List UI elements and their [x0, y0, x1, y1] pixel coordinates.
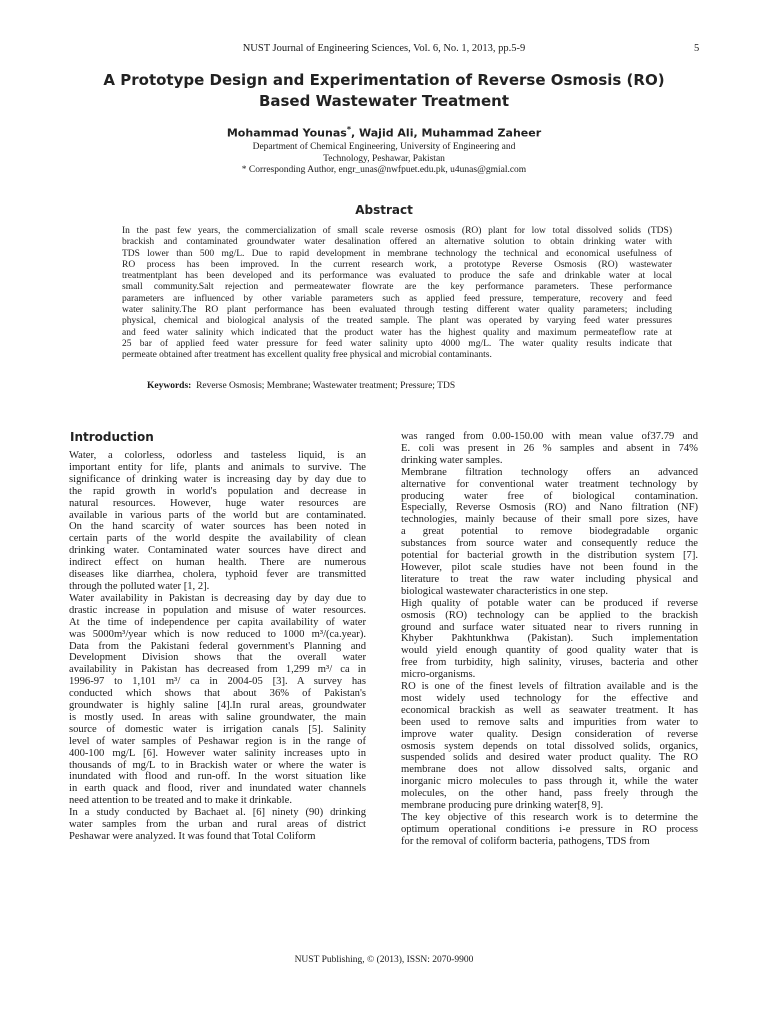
text-line: biological wastewater characteristics in one step. [401, 585, 609, 597]
text-line: important entity for life, plants and animals to survive. The [69, 461, 366, 473]
text-line: treatmentplant has been developed and its performance was evaluated to produce the safe and drinkable water at local [122, 271, 672, 282]
text-line: the rapid growth in world's population and decrease in [69, 485, 366, 497]
text-line: RO process has been improved. In the current research work, a prototype Reverse Osmosis (RO) wastewater [122, 259, 672, 270]
text-line: inorganic micro molecules to pass through it, while the water [401, 776, 698, 788]
text-line: permeate obtained after treatment has excellent quality free physical and microbial contaminants. [122, 350, 492, 361]
keywords-label: Keywords: [147, 381, 192, 391]
text-line: conducted which shows that about 36% of Pakistan's [69, 688, 366, 700]
text-line: would yield enough quantity of good quality water that is [401, 645, 698, 657]
page-number: 5 [694, 43, 700, 54]
text-line: Especially, Reverse Osmosis (RO) and Nano filtration (NF) [401, 502, 698, 514]
left-column [69, 450, 366, 843]
title-line: Based Wastewater Treatment [258, 92, 510, 110]
text-line: available in various parts of the world but are contaminated. [69, 509, 366, 521]
text-line: micro-organisms. [401, 669, 476, 681]
text-line: literature to treat the raw water including physical and [401, 573, 698, 585]
text-line: improve water quality. Design consideration of reverse [401, 728, 698, 740]
text-line: E. coli was present in 26 % samples and absent in 74% [401, 442, 698, 454]
text-line: In the past few years, the commercialization of small scale reverse osmosis (RO) plant for low total dissolved solids (TDS) [122, 226, 672, 236]
title-line: A Prototype Design and Experimentation of Reverse Osmosis (RO) [103, 71, 665, 89]
text-line: diseases like diarrhea, cholera, typhoid fever are transmitted [69, 569, 366, 581]
text-line: High quality of potable water can be produced if reverse [401, 597, 698, 609]
text-line: certain parts of the world despite the availability of clean [69, 533, 366, 545]
text-line: in earth quack and flood, river and inundated water channels [69, 783, 366, 795]
keywords-list: Reverse Osmosis; Membrane; Wastewater treatment; Pressure; TDS [196, 381, 456, 391]
text-line: RO is one of the finest levels of filtration available and is the [401, 681, 698, 693]
text-line: membrane does not allow dissolved salts, organic and [401, 764, 698, 776]
text-line: economical brackish as well as seawater treatment. It has [401, 704, 698, 716]
text-line: a great potential to remove biodegradable organic [401, 526, 698, 538]
text-line: TDS lower than 500 mg/L. Due to rapid development in membrane technology the technical and economical usefulness of [122, 248, 672, 259]
text-line: source of domestic water is irrigation canals [5]. Salinity [69, 723, 366, 735]
text-line: Data from the Pakistani federal government's Planning and [69, 640, 366, 652]
text-line: drinking water samples. [401, 454, 503, 466]
text-line: potential for bacterial growth in the distribution system [7]. [401, 550, 698, 562]
author-name: Mohammad Younas [226, 126, 347, 140]
text-line: 25 bar of applied feed water pressure for feed water salinity upto 4000 mg/L. The water quality results indicate that [122, 338, 672, 349]
text-line: is mostly used. In areas with saline groundwater, the main [69, 711, 366, 723]
text-line: need attention to be treated and to make it drinkable. [69, 795, 292, 807]
text-line: significance of drinking water is increasing day by day due to [69, 473, 366, 485]
paper-title [100, 70, 668, 112]
text-line: inundated with flood and run-off. In the worst situation like [69, 771, 366, 783]
corresponding-author-line: * Corresponding Author, engr_unas@nwfpuet.edu.pk, u4unas@gmial.com [241, 165, 527, 176]
text-line: Membrane filtration technology offers an advanced [401, 466, 698, 478]
text-line: Water, a colorless, odorless and tasteless liquid, is an [69, 450, 366, 461]
text-line: groundwater is highly saline [4].In rural areas, groundwater [69, 700, 366, 712]
text-line: parameters are influenced by other variable parameters such as applied feed pressure, temperature, recovery and feed [122, 293, 672, 304]
text-line: Development Division shows that the overall water [69, 652, 366, 664]
right-column [401, 431, 698, 848]
running-head: NUST Journal of Engineering Sciences, Vol. 6, No. 1, 2013, pp.5-9 [242, 43, 526, 54]
text-line: for the removal of coliform bacteria, pathogens, TDS from [401, 835, 650, 847]
text-line: through the polluted water [1, 2]. [69, 580, 210, 592]
text-line: technologies, mainly because of their small pore sizes, have [401, 514, 698, 526]
text-line: physical, chemical and biological analysis of the treated sample. The plant was operated by varying feed water pressures [122, 316, 672, 327]
text-line: and feed water salinity which indicated that the product water has the highest quality and maximum permeateflow rate at [122, 327, 672, 338]
text-line: level of water samples of Peshawar region is in the range of [69, 735, 366, 747]
author-list [0, 125, 768, 140]
text-line: water samples from the urban and rural areas of district [69, 819, 366, 831]
text-line: At the time of independence per capita availability of water [69, 616, 366, 628]
text-line: osmosis (RO) technology can be applied to the brackish [401, 609, 698, 621]
text-line: most widely used technology for the effective and [401, 692, 698, 704]
text-line: drastic increase in population and misuse of water resources. [69, 604, 366, 616]
text-line: water salinity.The RO plant performance has been evaluated through testing different water quality parameters; including [122, 305, 672, 316]
text-line: substances from source water and consequently reduce the [401, 538, 698, 550]
affiliation [200, 142, 568, 177]
affiliation-line: Technology, Peshawar, Pakistan [323, 153, 445, 164]
corresponding-mark: * [346, 125, 351, 134]
text-line: small community.Salt rejection and permeatewater flowrate are the key performance parameters. These performance [122, 282, 672, 293]
text-line: indirect effect on human health. There are numerous [69, 557, 366, 569]
text-line: membrane producing pure drinking water[8, 9]. [401, 800, 604, 812]
text-line: Khyber Pakhtunkhwa (Pakistan). Such implementation [401, 633, 698, 645]
text-line: suspended solids and desired water product quality. The RO [401, 752, 698, 764]
text-line: ground and surface water situated near to rivers running in [401, 621, 698, 633]
text-line: However, pilot scale studies have not been found in the [401, 561, 698, 573]
text-line: osmosis system depends on total dissolved solids, organics, [401, 740, 698, 752]
text-line: In a study conducted by Bachaet al. [6] ninety (90) drinking [69, 807, 366, 819]
text-line: natural resources. However, huge water resources are [69, 497, 366, 509]
page-footer: NUST Publishing, © (2013), ISSN: 2070-9900 [294, 955, 474, 965]
text-line: was 5000m³/year which is now reduced to 1000 m³/(ca.year). [69, 628, 366, 640]
text-line: alternative for conventional water treatment technology by [401, 478, 698, 490]
author-names: , Wajid Ali, Muhammad Zaheer [351, 126, 542, 140]
text-line: molecules, on the other hand, pass freely through the [401, 788, 698, 800]
text-line: thousands of mg/L to in Brackish water or where the water is [69, 759, 366, 771]
keywords [147, 381, 455, 391]
text-line: The key objective of this research work is to determine the [401, 812, 698, 823]
text-line: Water availability in Pakistan is decreasing day by day due to [69, 592, 366, 604]
text-line: 1996-97 to 1,101 m³/ ca in 2004-05 [3]. A survey has [69, 676, 366, 688]
text-line: drinking water. Contaminated water sources have direct and [69, 545, 366, 557]
text-line: 400-100 mg/L [6]. However water salinity increases upto in [69, 747, 366, 759]
text-line: producing water free of biological contamination. [401, 490, 698, 502]
section-heading-introduction: Introduction [70, 430, 154, 444]
text-line: was ranged from 0.00-150.00 with mean value of37.79 and [401, 431, 698, 442]
text-line: brackish and contaminated groundwater water desalination offered an alternative solution to obtain drinking water with [122, 237, 672, 248]
text-line: free from turbidity, high salinity, viruses, bacteria and other [401, 657, 698, 669]
abstract-body [122, 226, 672, 362]
text-line: optimum operational conditions i-e pressure in RO process [401, 823, 698, 835]
text-line: availability in Pakistan has decreased from 1,299 m³/ ca in [69, 664, 366, 676]
text-line: Peshawar were analyzed. It was found that Total Coliform [69, 831, 316, 842]
affiliation-line: Department of Chemical Engineering, University of Engineering and [252, 142, 516, 152]
text-line: On the hand scarcity of water sources has been noted in [69, 521, 366, 533]
abstract-heading: Abstract [355, 203, 413, 217]
text-line: been used to remove salts and impurities from water to [401, 716, 698, 728]
